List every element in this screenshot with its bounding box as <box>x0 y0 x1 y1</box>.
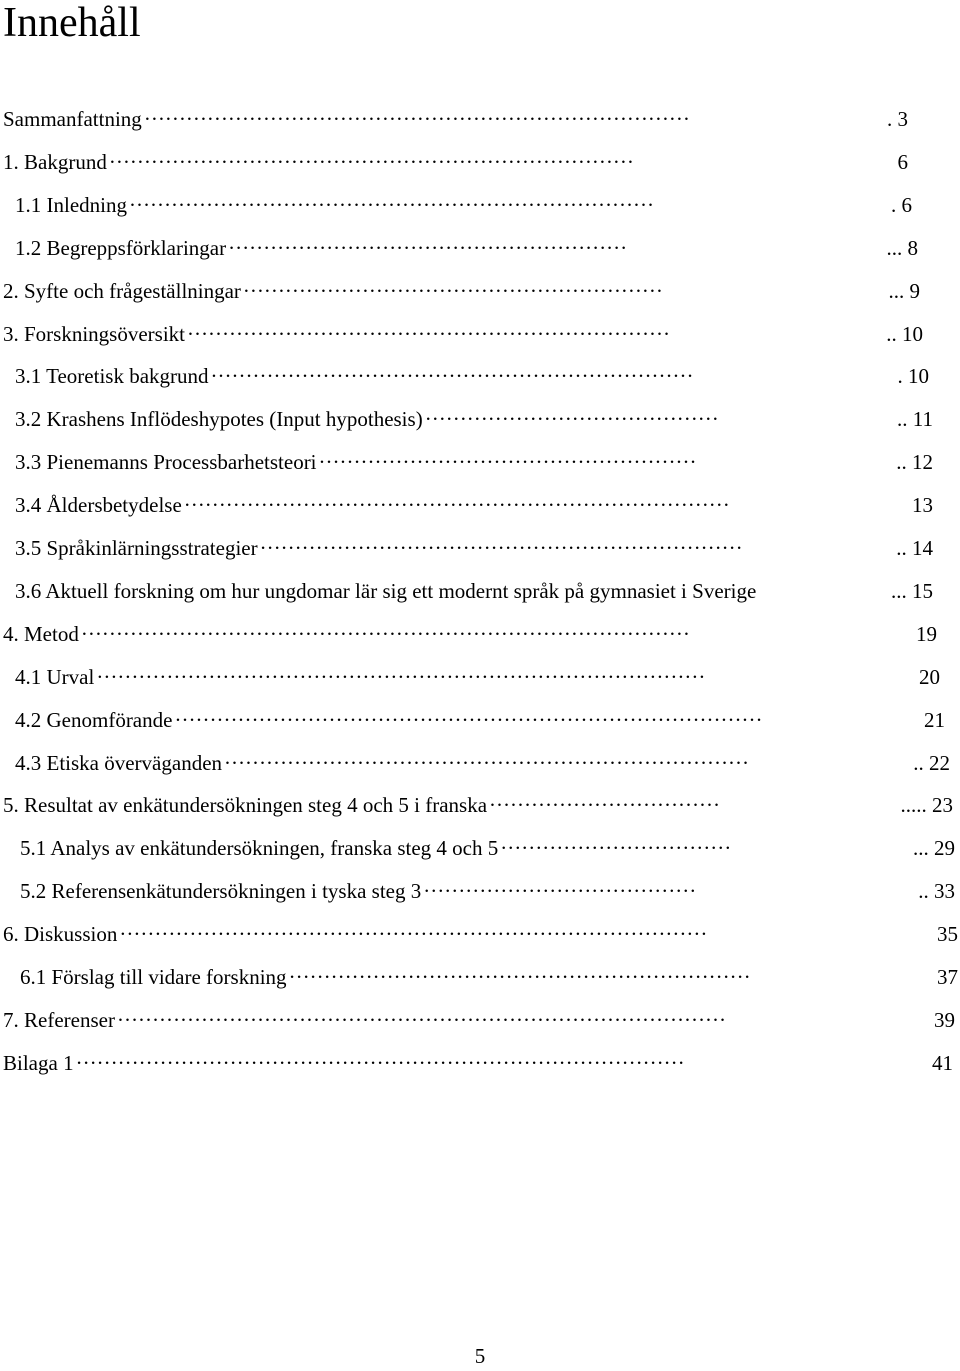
toc-entry-leader: ………………………………………………… <box>228 229 628 254</box>
toc-entry-label: 6.1 Förslag till vidare forskning <box>20 965 287 989</box>
toc-entry-label: 7. Referenser <box>3 1007 115 1032</box>
toc-entry-page: .. 11 <box>897 407 933 432</box>
toc-entry-page: 35 <box>931 922 958 947</box>
toc-entry-page: .. 12 <box>896 450 933 475</box>
toc-entry-leader: ………………………………………………………………… <box>128 186 654 211</box>
toc-entry-leader: ………………………………………………………………… <box>108 143 634 168</box>
toc-entry-page: .. 22 <box>913 750 950 775</box>
toc-entry-page: ... 8 <box>886 235 918 260</box>
toc-entry-leader: …………………………………………………………………………… <box>75 1044 685 1069</box>
toc-entry-page: ... 15 <box>891 578 933 603</box>
toc-entry-page: ... 9 <box>888 278 920 303</box>
toc-entry-label: 5.2 Referensenkätundersökningen i tyska steg 3 <box>20 879 422 904</box>
toc-entry-label: 6. Diskussion <box>3 922 118 947</box>
toc-entry-leader: ………………………………………………………… <box>288 959 751 983</box>
toc-entry-leader: ………………………………… <box>423 873 697 898</box>
toc-entry-label: 4. Metod <box>3 621 79 646</box>
toc-entry-label: 5. Resultat av enkätundersökningen steg 4 och 5 i franska <box>3 793 488 818</box>
toc-entry-page: 19 <box>910 621 937 646</box>
toc-entry-page: ... 29 <box>913 836 955 861</box>
toc-entry-page: .. 14 <box>896 536 933 560</box>
toc-entry-leader: …………………………………………………………………………… <box>116 1001 726 1026</box>
toc-entry-page: 39 <box>928 1007 955 1032</box>
page-title: Innehåll <box>3 0 141 46</box>
toc-entry-leader: …………………………………………………………… <box>259 530 743 554</box>
toc-entry-leader: …………………………………… <box>424 401 719 426</box>
toc-entry-leader: …………………………………………………… <box>242 272 663 297</box>
toc-entry-page: . 6 <box>891 192 912 217</box>
toc-entry-page: 21 <box>918 707 945 732</box>
toc-entry-leader: ………………………………………………………………………… <box>119 916 708 941</box>
page-number: 5 <box>474 1344 486 1368</box>
toc-entry-page: ..... 23 <box>900 793 953 818</box>
toc-entry-leader: …………………………… <box>500 830 732 855</box>
toc-entry-label: 4.3 Etiska överväganden <box>15 750 223 775</box>
toc-entry-label: 3.2 Krashens Inflödeshypotes (Input hypothesis) <box>15 407 423 432</box>
toc-entry-label: 3.3 Pienemanns Processbarhetsteori <box>15 450 317 475</box>
toc-entry-leader: ………………………………………………………………………… <box>174 701 763 726</box>
toc-entry-leader: …………………………………………………………… <box>210 358 694 383</box>
toc-entry-label: 3.4 Åldersbetydelse <box>15 493 182 518</box>
toc-entry-label: Bilaga 1 <box>3 1050 74 1075</box>
toc-entry-leader: ………………………………………………………………… <box>224 744 750 769</box>
toc-entry-leader: …………………………………………………………………………… <box>80 615 690 640</box>
toc-entry-label: 3. Forskningsöversikt <box>3 321 186 346</box>
toc-entry-page: .. 33 <box>918 879 955 904</box>
toc-entry-label: 1.2 Begreppsförklaringar <box>15 235 227 260</box>
toc-entry-label: 2. Syfte och frågeställningar <box>3 278 241 303</box>
toc-entry-label: Sammanfattning <box>3 107 142 131</box>
toc-entry-label: 4.1 Urval <box>15 664 95 689</box>
toc-entry-page: . 3 <box>887 107 908 131</box>
toc-entry-page: 6 <box>892 149 908 174</box>
toc-entry-leader: ……………………………………………… <box>318 444 697 469</box>
toc-entry[interactable] <box>0 1042 960 1085</box>
toc-entry-page: . 10 <box>897 364 929 389</box>
toc-entry-label: 5.1 Analys av enkätundersökningen, franska steg 4 och 5 <box>20 836 499 861</box>
toc-entry-label: 4.2 Genomförande <box>15 707 173 732</box>
toc-entry-leader: …………………………… <box>489 787 721 812</box>
toc-entry-label: 1.1 Inledning <box>15 192 127 217</box>
toc-entry-label: 3.5 Språkinlärningsstrategier <box>15 536 258 560</box>
toc-entry-page: .. 10 <box>886 321 923 346</box>
toc-entry-page: 41 <box>926 1050 953 1075</box>
toc-entry-page: 13 <box>906 493 933 518</box>
toc-entry-leader: …………………………………………………………………… <box>143 101 690 125</box>
toc-entry-label: 3.1 Teoretisk bakgrund <box>15 364 209 389</box>
toc-entry-leader: …………………………………………………………… <box>187 315 671 340</box>
toc-entry[interactable] <box>0 527 960 570</box>
toc-entry-leader: …………………………………………………………………………… <box>96 658 706 683</box>
toc-entry-label: 3.6 Aktuell forskning om hur ungdomar lär sig ett modernt språk på gymnasiet i Sverige <box>15 578 757 603</box>
toc-entry-page: 37 <box>931 965 958 989</box>
toc-entry-page: 20 <box>913 664 940 689</box>
toc-entry-leader: …………………………………………………………………… <box>183 487 730 512</box>
toc-entry-label: 1. Bakgrund <box>3 149 107 174</box>
